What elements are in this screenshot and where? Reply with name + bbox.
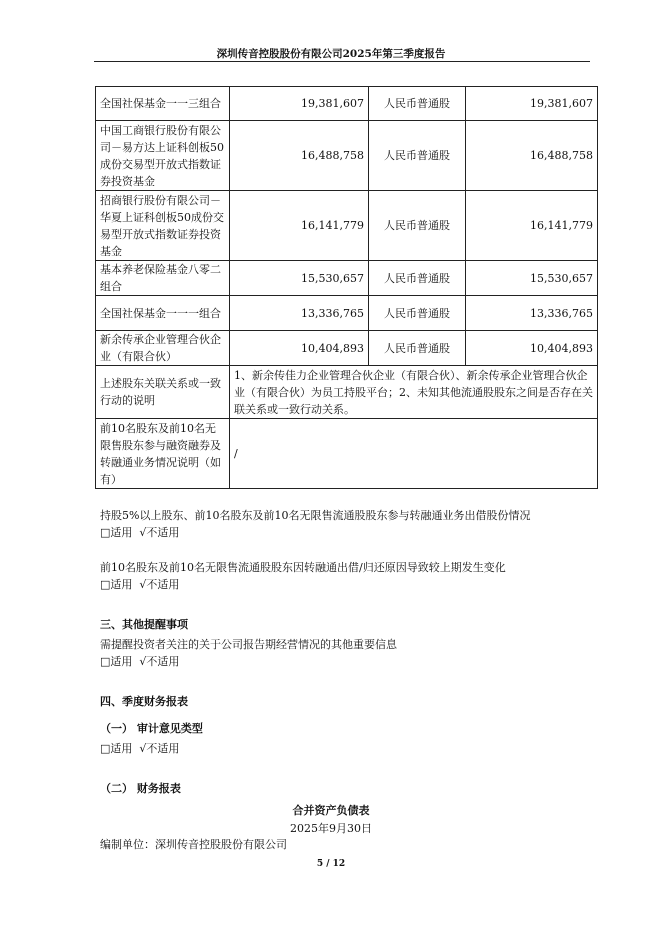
statement-date: 2025年9月30日 xyxy=(290,822,372,835)
table-row xyxy=(96,261,598,296)
option-applicable: □适用 xyxy=(100,655,133,668)
option-not-applicable: √不适用 xyxy=(139,578,180,591)
holder-name: 新余传承企业管理合伙企业（有限合伙） xyxy=(96,331,230,366)
table-row xyxy=(96,296,598,331)
statement-unit: 编制单位：深圳传音控股股份有限公司 xyxy=(100,838,287,851)
section-4-sub1: （一） 审计意见类型 xyxy=(100,722,203,735)
option-not-applicable: √不适用 xyxy=(139,526,180,539)
table-row xyxy=(96,331,598,366)
share-count: 16,141,779 xyxy=(466,191,598,261)
share-count: 16,488,758 xyxy=(466,121,598,191)
share-count: 10,404,893 xyxy=(466,331,598,366)
share-count: 19,381,607 xyxy=(466,87,598,121)
page-number: 5 / 12 xyxy=(316,859,346,869)
option-not-applicable: √不适用 xyxy=(139,742,180,755)
share-kind: 人民币普通股 xyxy=(369,87,466,121)
header-rule xyxy=(94,61,590,62)
table-row xyxy=(96,121,598,191)
section-4-sub2: （二） 财务报表 xyxy=(100,782,181,795)
share-kind: 人民币普通股 xyxy=(369,121,466,191)
table-row xyxy=(96,87,598,121)
table-row xyxy=(96,366,598,419)
para-lending: 持股5%以上股东、前10名股东及前10名无限售流通股股东参与转融通业务出借股份情况 xyxy=(100,509,531,522)
option-line xyxy=(100,740,179,757)
margin-label: 前10名股东及前10名无限售股东参与融资融券及转融通业务情况说明（如有） xyxy=(96,419,230,489)
table-row xyxy=(96,419,598,489)
para-change: 前10名股东及前10名无限售流通股股东因转融通出借/归还原因导致较上期发生变化 xyxy=(100,561,506,574)
share-count: 13,336,765 xyxy=(466,296,598,331)
share-kind: 人民币普通股 xyxy=(369,296,466,331)
relation-label: 上述股东关联关系或一致行动的说明 xyxy=(96,366,230,419)
table-row xyxy=(96,191,598,261)
option-applicable: □适用 xyxy=(100,578,133,591)
holder-name: 中国工商银行股份有限公司－易方达上证科创板50成份交易型开放式指数证券投资基金 xyxy=(96,121,230,191)
share-kind: 人民币普通股 xyxy=(369,191,466,261)
section-4-title: 四、季度财务报表 xyxy=(100,695,188,708)
holder-name: 基本养老保险基金八零二组合 xyxy=(96,261,230,296)
holder-shares: 15,530,657 xyxy=(230,261,369,296)
option-applicable: □适用 xyxy=(100,526,133,539)
margin-text: / xyxy=(230,419,598,489)
share-kind: 人民币普通股 xyxy=(369,331,466,366)
relation-text: 1、新余传佳力企业管理合伙企业（有限合伙）、新余传承企业管理合伙企业（有限合伙）为员工持股平台；2、未知其他流通股股东之间是否存在关联关系或一致行动关系。 xyxy=(230,366,598,419)
holder-shares: 16,488,758 xyxy=(230,121,369,191)
option-applicable: □适用 xyxy=(100,742,133,755)
share-count: 15,530,657 xyxy=(466,261,598,296)
holder-shares: 16,141,779 xyxy=(230,191,369,261)
option-line xyxy=(100,524,179,541)
statement-title: 合并资产负债表 xyxy=(292,804,370,817)
shareholders-table xyxy=(95,86,598,489)
section-3-text: 需提醒投资者关注的关于公司报告期经营情况的其他重要信息 xyxy=(100,638,397,651)
share-kind: 人民币普通股 xyxy=(369,261,466,296)
holder-shares: 10,404,893 xyxy=(230,331,369,366)
option-line xyxy=(100,653,179,670)
holder-name: 招商银行股份有限公司－华夏上证科创板50成份交易型开放式指数证券投资基金 xyxy=(96,191,230,261)
holder-shares: 13,336,765 xyxy=(230,296,369,331)
holder-name: 全国社保基金一一一组合 xyxy=(96,296,230,331)
option-not-applicable: √不适用 xyxy=(139,655,180,668)
holder-name: 全国社保基金一一三组合 xyxy=(96,87,230,121)
section-3-title: 三、其他提醒事项 xyxy=(100,618,188,631)
page-header: 深圳传音控股股份有限公司2025年第三季度报告 xyxy=(216,48,446,60)
option-line xyxy=(100,576,179,593)
holder-shares: 19,381,607 xyxy=(230,87,369,121)
